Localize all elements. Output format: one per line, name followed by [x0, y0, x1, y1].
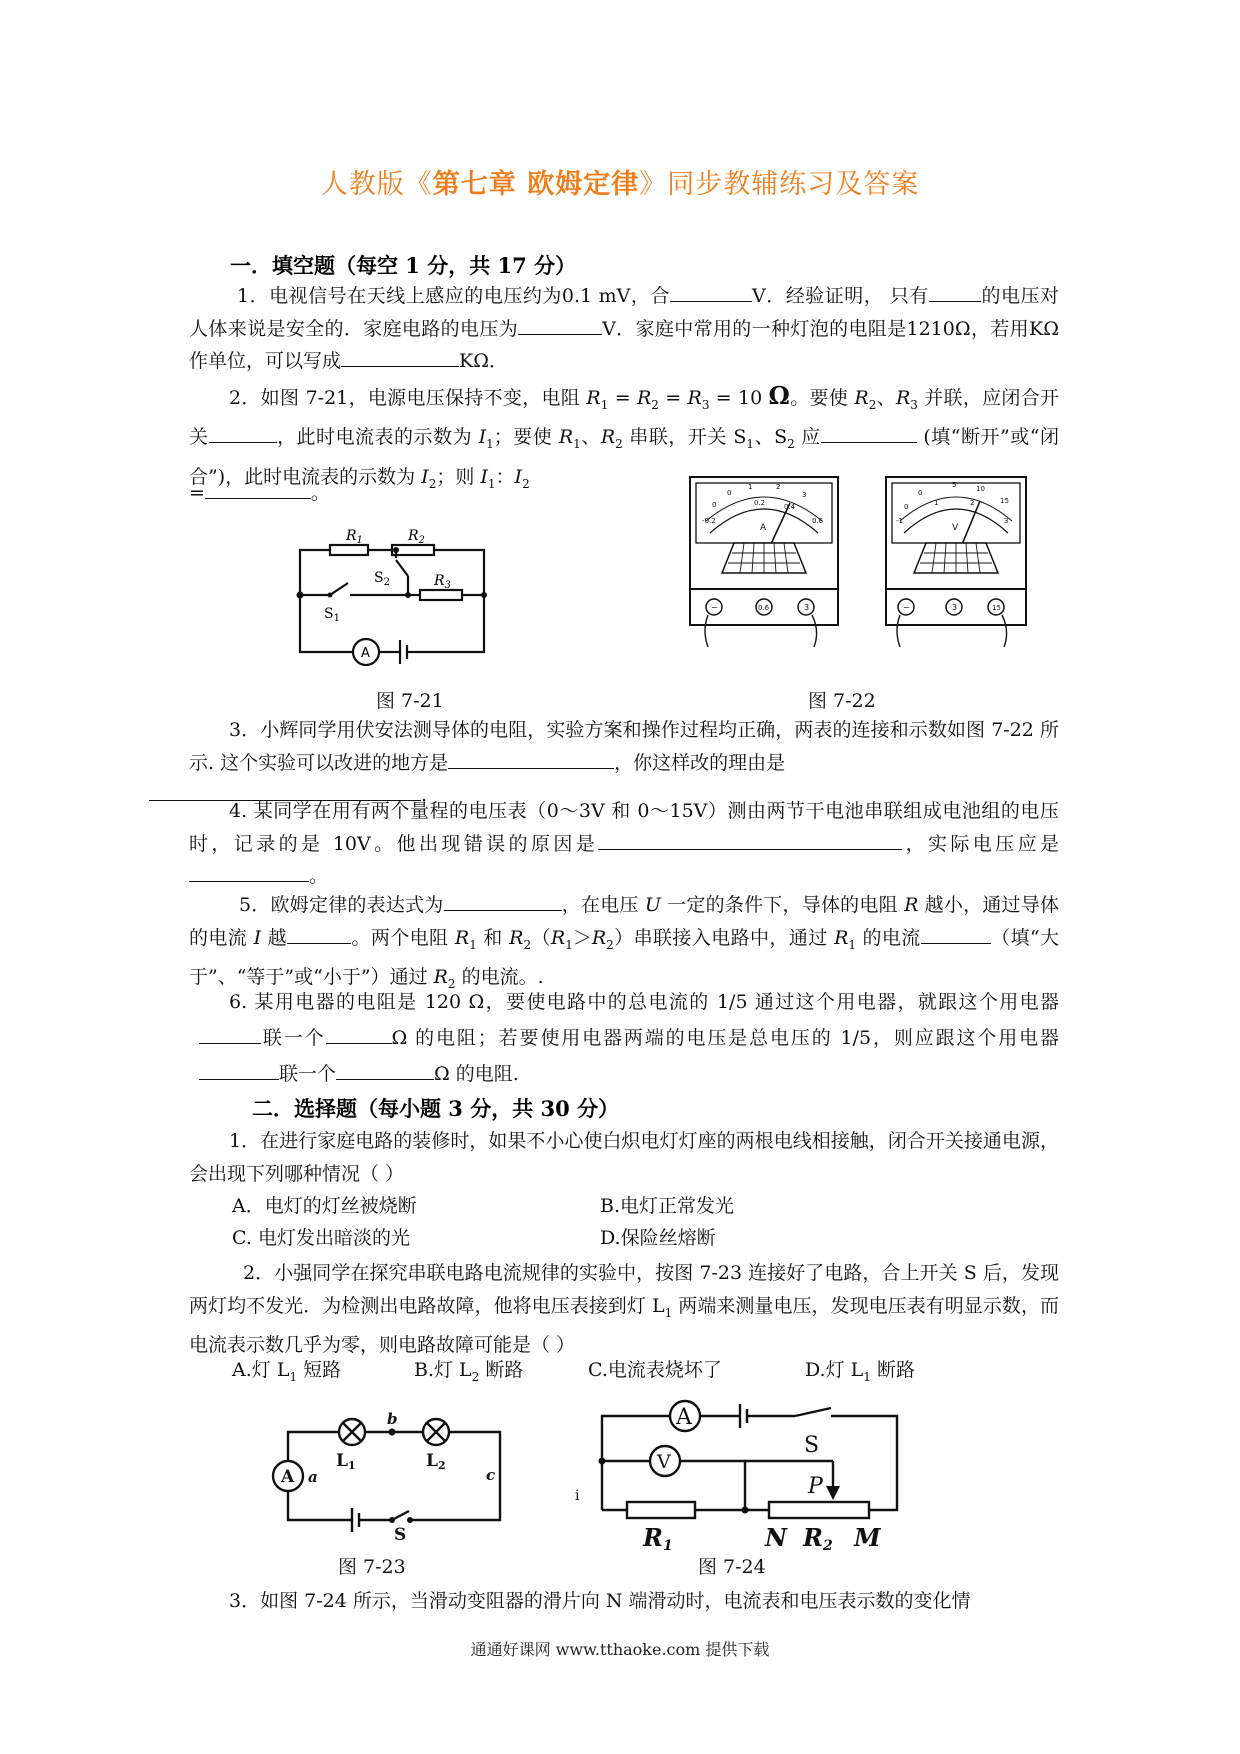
figure-7-22-caption: 图 7-22 [808, 690, 876, 712]
r-symbol: R [636, 387, 652, 409]
subscript: 1 [746, 437, 755, 452]
q2-text: 、 [876, 387, 896, 409]
q5-text: 5．欧姆定律的表达式为 [239, 894, 444, 916]
option-text: D.灯 [805, 1359, 851, 1381]
ammeter-inner-tick: 2 [776, 483, 781, 491]
r-symbol: R [591, 926, 607, 949]
voltmeter-inner-tick: 0 [904, 503, 909, 511]
r-symbol: R [509, 926, 524, 949]
q2-text: (填“断开”或“闭合”)，此时电流表的示数为 [189, 426, 1059, 488]
voltmeter-unit: V [952, 523, 959, 533]
label-s2: $S_2$ [374, 570, 390, 588]
r-symbol: R [904, 894, 919, 916]
q2-text: 并联，应闭合开关 [189, 387, 1060, 449]
option-text: A.灯 [232, 1359, 277, 1381]
i-symbol: I [421, 465, 429, 488]
subscript: 2 [471, 1369, 480, 1384]
q2-text: ： [495, 465, 515, 488]
question-6 [189, 984, 1059, 1092]
choice-1-option-a: A．电灯的灯丝被烧断 [232, 1195, 417, 1217]
q3-text-b: ，你这样改的理由是 [614, 751, 786, 774]
subscript: 1 [469, 937, 477, 952]
answer-blank [518, 333, 602, 335]
q2-text: ；则 [436, 465, 481, 488]
figure-7-22-meters [688, 475, 1038, 655]
subscript: 2 [428, 476, 437, 491]
subscript: 1 [289, 1369, 298, 1384]
ammeter-unit: A [760, 523, 767, 533]
label-s1: $S_1$ [324, 606, 340, 624]
q2-text: = [658, 387, 688, 409]
r-symbol: R [687, 387, 702, 409]
question-4 [189, 795, 1059, 893]
i-symbol: I [478, 426, 487, 449]
q2-text: ，此时电流表的示数为 [276, 426, 479, 449]
voltmeter-outer-tick: 5 [952, 481, 957, 489]
choice-2-option-d [805, 1355, 915, 1392]
q2-text: 、 [580, 426, 601, 449]
subscript: 2 [868, 397, 877, 412]
point-c-label: c [486, 1466, 496, 1484]
q2-text: 2．如图 7-21，电源电压保持不变，电阻 [229, 387, 587, 409]
resistor-r2-label: R2 [803, 1523, 833, 1554]
q5-text: ）串联接入电路中，通过 [613, 926, 835, 949]
q2-text: = [608, 387, 637, 409]
label-r2: $R_2$ [408, 528, 425, 546]
q1-text-d: V．家庭中常用的一种灯泡的电阻是1210Ω，若用KΩ作单位，可以写成 [189, 317, 1059, 372]
option-text: 断路 [479, 1359, 524, 1381]
r-symbol: R [895, 387, 911, 409]
q6-text-b: 联一个 [261, 1027, 326, 1049]
voltmeter-outer-tick: 10 [976, 485, 985, 493]
choice-1-option-d: D.保险丝熔断 [600, 1227, 716, 1249]
subscript: 2 [522, 476, 530, 491]
section-multiple-choice-heading: 二．选择题（每小题 3 分，共 30 分） [252, 1096, 620, 1121]
q3-text-c: . [421, 784, 428, 806]
s-symbol: S [733, 426, 747, 449]
answer-blank [448, 767, 614, 769]
voltmeter-inner-tick: 3 [1004, 517, 1009, 525]
ammeter-dial [690, 477, 838, 647]
voltmeter-symbol: V [657, 1451, 671, 1473]
q3-text-a: 3．小辉同学用伏安法测导体的电阻，实验方案和操作过程均正确，两表的连接和示数如图 7-22 所示. 这个实验可以改进的地方是 [189, 719, 1059, 774]
r-symbol: R [454, 926, 470, 949]
figure-7-24-caption: 图 7-24 [698, 1556, 766, 1578]
answer-blank [189, 880, 309, 882]
s-symbol: S [774, 426, 788, 449]
q2-text: 串联，开关 [622, 426, 734, 449]
page-title [0, 162, 1240, 201]
subscript: 2 [615, 437, 623, 452]
answer-blank [326, 1042, 392, 1044]
choice-question-1: 1．在进行家庭电路的装修时，如果不小心使白炽电灯灯座的两根电线相接触，闭合开关接通电源，会出现下列哪种情况（ ） [189, 1130, 1059, 1185]
answer-blank [199, 1042, 261, 1044]
q4-text-b: ，实际电压应是 [902, 832, 1059, 855]
subscript: 2 [447, 976, 456, 991]
subscript: 2 [787, 437, 795, 452]
subscript: 1 [486, 437, 494, 452]
answer-blank [821, 441, 917, 443]
q2-text: ；要使 [493, 426, 559, 449]
figure-7-23-caption: 图 7-23 [338, 1556, 406, 1578]
q2-text: 。要使 [789, 387, 855, 409]
q5-text: （ [531, 926, 551, 949]
option-text: 短路 [297, 1359, 342, 1381]
lamp-l1-label: L1 [336, 1451, 356, 1472]
q5-text: 一定的条件下，导体的电阻 [660, 894, 905, 916]
q4-text-a: 4. 某同学在用有两个量程的电压表（0～3V 和 0～15V）测由两节干电池串联组成电池组的电压时，记录的是 10V。他出现错误的原因是 [189, 800, 1059, 855]
point-a-label: a [308, 1468, 318, 1486]
q2-text: 应 [794, 426, 821, 449]
terminal-n-label: N [765, 1523, 787, 1552]
r-symbol: R [854, 387, 869, 409]
subscript: 3 [910, 397, 918, 412]
choice-question-2 [189, 1257, 1059, 1361]
ammeter-symbol: A [676, 1405, 692, 1430]
q2-text: = [189, 482, 205, 504]
q6-text-c: Ω 的电阻；若要使用电器两端的电压是总电压的 1/5，则应跟这个用电器 [391, 1027, 1059, 1049]
answer-blank [287, 942, 351, 944]
subscript: 1 [664, 1305, 673, 1320]
ammeter-outer-tick: 0.2 [754, 499, 766, 507]
omega-symbol: Ω [768, 381, 790, 410]
answer-blank [444, 909, 562, 911]
voltmeter-inner-tick: 2 [970, 499, 975, 507]
terminal-m-label: M [854, 1523, 881, 1552]
r-symbol: R [586, 387, 601, 409]
ammeter-inner-tick: 0 [712, 501, 717, 509]
choice-1-option-b: B.电灯正常发光 [600, 1195, 735, 1217]
switch-s-label: S [804, 1433, 820, 1458]
slider-p-label: P [808, 1474, 823, 1499]
option-text: B.灯 [414, 1359, 460, 1381]
title-prefix: 人教版《 [320, 169, 433, 200]
subscript: 2 [606, 937, 614, 952]
voltmeter-dial [886, 477, 1026, 647]
switch-s-label: S [394, 1525, 407, 1545]
ammeter-terminal-3: 3 [804, 603, 810, 612]
figure-7-21-caption: 图 7-21 [376, 690, 444, 712]
l-symbol: L [459, 1359, 472, 1381]
answer-blank [929, 300, 981, 302]
answer-blank [598, 848, 902, 850]
r-symbol: R [558, 426, 574, 449]
q5-text: 和 [476, 926, 510, 949]
ammeter-terminal-06: 0.6 [758, 604, 770, 612]
section-fill-blank-heading: 一．填空题（每空 1 分，共 17 分） [230, 253, 577, 278]
subscript: 1 [600, 397, 609, 412]
ammeter-symbol: A [361, 646, 370, 661]
subscript: 1 [848, 937, 857, 952]
ammeter-right-tick: 0.6 [812, 517, 824, 525]
q5-text: 的电流 [856, 926, 921, 949]
voltmeter-outer-tick: 0 [918, 489, 923, 497]
figure-7-21-circuit [290, 520, 530, 670]
subscript: 3 [701, 397, 710, 412]
stray-mark: i [575, 1488, 580, 1504]
q1-text-b: V．经验证明， 只有 [751, 285, 929, 307]
q1-text-e: KΩ． [459, 350, 508, 372]
page-footer: 通通好课网 www.tthaoke.com 提供下载 [470, 1640, 770, 1659]
answer-blank [205, 497, 311, 499]
u-symbol: U [644, 894, 661, 916]
q5-text: （填“大于”、“等于”或“小于”）通过 [189, 926, 1060, 988]
resistor-r1-label: R1 [643, 1523, 673, 1554]
subscript: 2 [523, 937, 532, 952]
q6-text-d: 联一个 [279, 1063, 337, 1085]
q1-text-c: 的电压对人体来说是安全的．家庭电路的电压为 [189, 285, 1059, 340]
label-r1: $R_1$ [346, 528, 363, 546]
r-symbol: R [433, 965, 448, 988]
ammeter-outer-tick: 0.4 [784, 503, 796, 511]
r-symbol: R [600, 426, 616, 449]
subscript: 1 [573, 437, 581, 452]
option-text: 断路 [870, 1359, 915, 1381]
title-chapter: 第七章 欧姆定律 [432, 169, 640, 200]
choice-question-3: 3．如图 7-24 所示，当滑动变阻器的滑片向 N 端滑动时，电流表和电压表示数的变化情 [229, 1590, 971, 1612]
q4-text-c: 。 [309, 865, 329, 887]
q5-text: 越 [261, 926, 288, 949]
i-symbol: I [514, 465, 523, 488]
voltmeter-terminal-3: 3 [952, 603, 958, 612]
choice-2-option-c: C.电流表烧坏了 [588, 1359, 722, 1381]
ammeter-outer-tick: 0 [727, 489, 732, 497]
i-symbol: I [480, 465, 488, 488]
choice-2-option-b [414, 1355, 523, 1392]
l-symbol: L [850, 1359, 864, 1381]
question-2-answer-line [189, 477, 489, 510]
point-b-label: b [387, 1410, 398, 1428]
l-symbol: L [276, 1359, 290, 1381]
answer-blank [341, 365, 459, 367]
question-1 [189, 280, 1059, 378]
q5-text: 。两个电阻 [351, 926, 455, 949]
q2-text: = 10 [709, 387, 769, 409]
q6-text-a: 6. 某用电器的电阻是 120 Ω，要使电路中的总电流的 1/5 通过这个用电器，就跟这个用电器 [229, 991, 1059, 1013]
voltmeter-terminal-neg: − [903, 603, 910, 612]
q2-text: 、 [754, 426, 775, 449]
figure-7-24-circuit [575, 1388, 915, 1554]
answer-blank [670, 300, 752, 302]
voltmeter-left-tick: -1 [896, 517, 903, 525]
q5-text: 越小，通过导体的电流 [189, 894, 1059, 949]
ammeter-left-tick: -0.2 [702, 517, 716, 525]
ammeter-inner-tick: 1 [748, 483, 753, 491]
choice-1-option-c: C. 电灯发出暗淡的光 [232, 1227, 410, 1249]
choice-2-option-a [232, 1355, 341, 1392]
subscript: 2 [651, 397, 659, 412]
lamp-l2-label: L2 [426, 1451, 446, 1472]
answer-blank [199, 1078, 279, 1080]
voltmeter-terminal-15: 15 [992, 604, 1001, 612]
q5-text: 的电流。. [455, 965, 544, 988]
figure-7-23-circuit [260, 1400, 510, 1545]
answer-blank [209, 441, 277, 443]
r-symbol: R [550, 926, 566, 949]
q6-text-e: Ω 的电阻. [434, 1063, 519, 1085]
subscript: 1 [565, 937, 573, 952]
ammeter-inner-tick: 3 [802, 491, 807, 499]
q2-text: 。 [310, 482, 330, 504]
subscript: 1 [863, 1369, 871, 1384]
answer-blank [336, 1078, 434, 1080]
choice-2-text: 两端来测量电压，发现电压表有明显示数，而电流表示数几乎为零，则电路故障可能是（ ） [189, 1294, 1059, 1356]
r-symbol: R [834, 926, 849, 949]
q5-text: ，在电压 [561, 894, 645, 916]
label-r3: $R_3$ [434, 573, 451, 591]
q5-text: ＞ [572, 926, 592, 949]
subscript: 1 [487, 476, 496, 491]
voltmeter-inner-tick: 1 [934, 499, 939, 507]
answer-blank [921, 942, 991, 944]
i-symbol: I [253, 926, 262, 949]
q1-text-a: 1．电视信号在天线上感应的电压约为0.1 mV，合 [237, 285, 670, 307]
l-symbol: L [651, 1294, 665, 1317]
ammeter-terminal-neg: − [711, 603, 718, 612]
voltmeter-outer-tick: 15 [1000, 497, 1009, 505]
title-suffix: 》同步教辅练习及答案 [639, 169, 920, 200]
ammeter-symbol: A [281, 1467, 295, 1487]
choice-2-text: 2．小强同学在探究串联电路电流规律的实验中，按图 7-23 连接好了电路，合上开关 S 后，发现两灯均不发光．为检测出电路故障，他将电压表接到灯 [189, 1262, 1059, 1317]
